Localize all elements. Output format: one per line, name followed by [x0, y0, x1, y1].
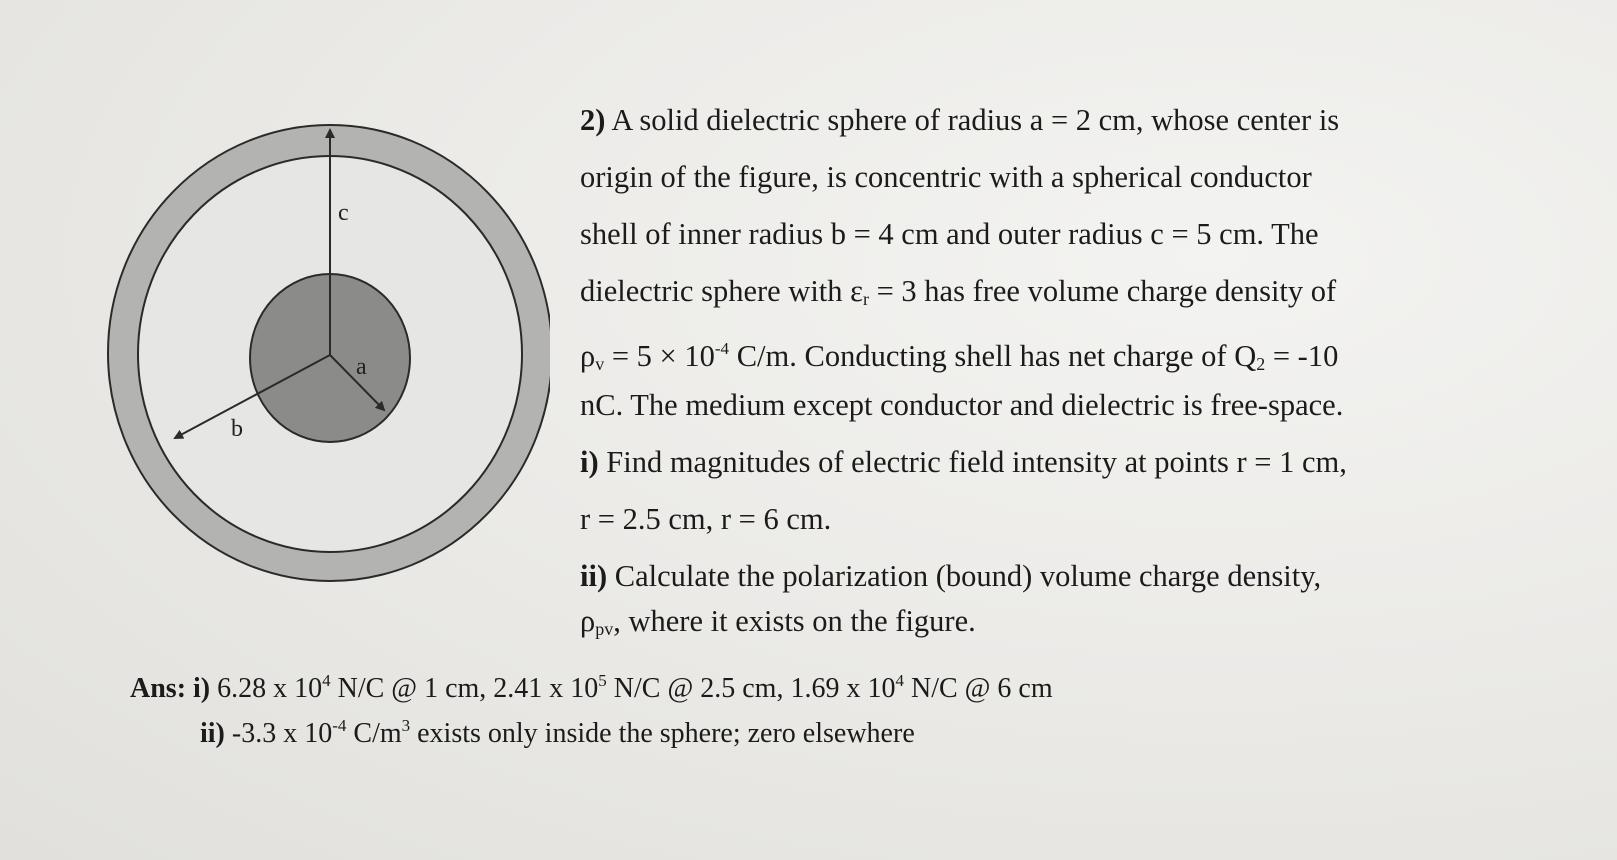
- label-c: c: [338, 200, 349, 226]
- answer-label: Ans: i): [130, 673, 211, 704]
- part-i-label: i): [580, 445, 599, 479]
- answer-line-1: Ans: i) 6.28 x $10^4$ N/C @ 1 cm, 2.41 x $10^5$ N/C @ 2.5 cm, 1.69 x $10^4$ N/C @ 6 cm: [130, 671, 1053, 704]
- part-ii-line-1: ii) Calculate the polarization (bound) volume charge density,: [580, 559, 1322, 593]
- figure-svg: [100, 118, 550, 608]
- question-number: 2): [580, 103, 606, 137]
- part-i-line-2: r = 2.5 cm, r = 6 cm.: [580, 502, 832, 536]
- answer-ii-label: ii): [200, 718, 225, 749]
- question-line-1: 2) A solid dielectric sphere of radius a = 2 cm, whose center is: [580, 103, 1340, 137]
- answer-line-2: ii) -3.3 x $10^{-4}$ $C/m^3$ exists only inside the sphere; zero elsewhere: [200, 716, 915, 749]
- part-ii-label: ii): [580, 559, 608, 593]
- question-text: [580, 92, 1580, 650]
- question-line-4: dielectric sphere with εr = 3 has free volume charge density of: [580, 274, 1337, 309]
- question-line-5: $\rho v = 5 \times 10^{-4}$ C/m. Conducting shell has net charge of Q2 = -10: [580, 339, 1339, 374]
- part-i-line-1: i) Find magnitudes of electric field intensity at points r = 1 cm,: [580, 445, 1347, 479]
- part-ii-line-2: ρpv, where it exists on the figure.: [580, 604, 976, 639]
- label-a: a: [356, 354, 367, 380]
- question-line-2: origin of the figure, is concentric with a spherical conductor: [580, 160, 1312, 194]
- answers-block: [130, 662, 1053, 752]
- question-line-3: shell of inner radius b = 4 cm and outer radius c = 5 cm. The: [580, 217, 1319, 251]
- label-b: b: [231, 416, 243, 442]
- question-line-6: nC. The medium except conductor and dielectric is free-space.: [580, 388, 1344, 422]
- concentric-sphere-figure: [100, 118, 550, 608]
